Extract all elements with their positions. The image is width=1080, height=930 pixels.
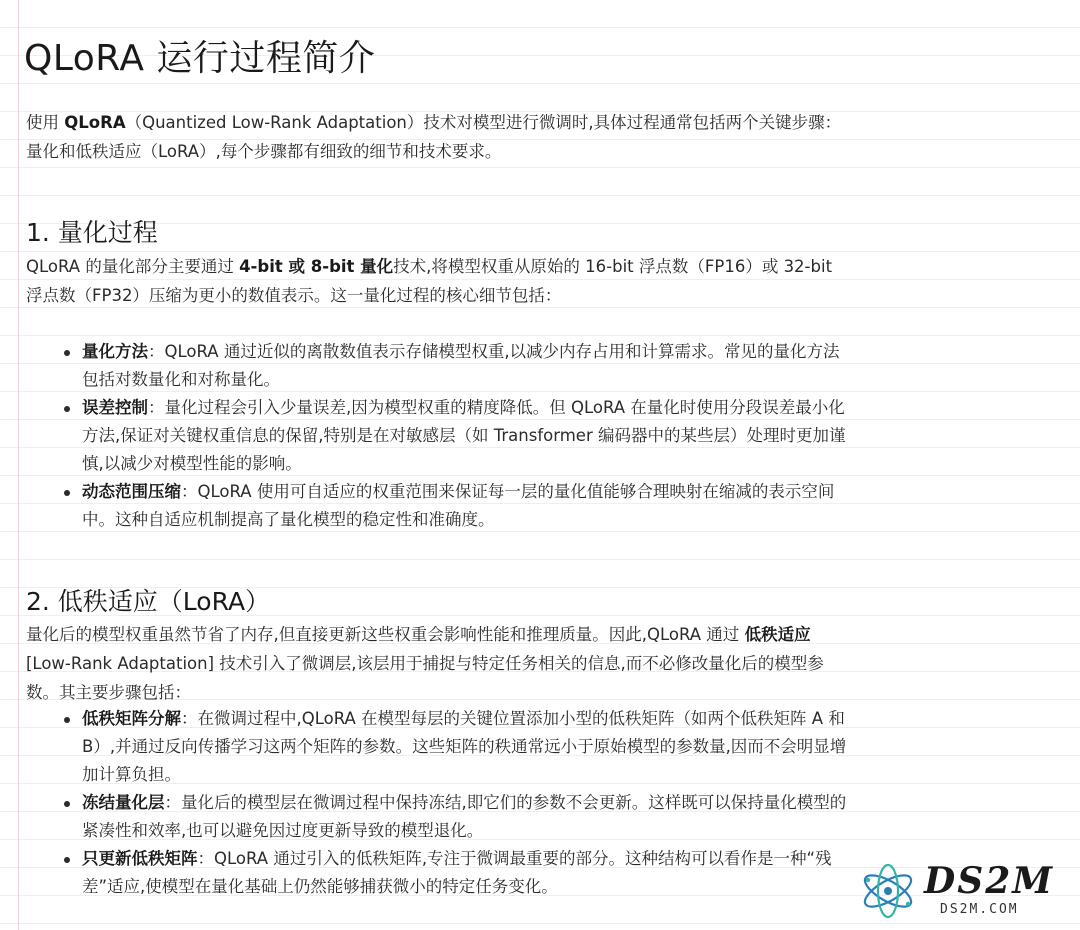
section1-paragraph — [26, 252, 846, 310]
list-item — [60, 338, 850, 394]
notebook-margin-line — [18, 0, 19, 930]
list-item — [60, 478, 850, 534]
list-item-text: ：量化过程会引入少量误差,因为模型权重的精度降低。但 QLoRA 在量化时使用分段误差最小化方法,保证对关键权重信息的保留,特别是在对敏感层（如 Transformer 编码器中的某些层）处理时更加谨慎,以减少对模型性能的影响。 — [82, 398, 846, 473]
section1-heading: 1. 量化过程 — [26, 218, 158, 247]
list-item-term: 低秩矩阵分解 — [82, 709, 181, 728]
list-item — [60, 789, 850, 845]
list-item — [60, 394, 850, 478]
list-item — [60, 845, 850, 901]
intro-bold-qlora: QLoRA — [64, 113, 126, 132]
section1-bold-quantization: 4-bit 或 8-bit 量化 — [239, 257, 394, 276]
page-title: QLoRA 运行过程简介 — [24, 38, 376, 79]
list-item-text: ：QLoRA 使用可自适应的权重范围来保证每一层的量化值能够合理映射在缩减的表示空间中。这种自适应机制提高了量化模型的稳定性和准确度。 — [82, 482, 835, 529]
section2-heading: 2. 低秩适应（LoRA） — [26, 587, 271, 616]
watermark-name: DS2M — [924, 860, 1055, 902]
section1-text-1: QLoRA 的量化部分主要通过 — [26, 257, 240, 276]
intro-text-1: 使用 — [26, 113, 65, 132]
list-item-term: 误差控制 — [82, 398, 148, 417]
list-item-term: 动态范围压缩 — [82, 482, 181, 501]
list-item-term: 量化方法 — [82, 342, 148, 361]
section2-text-1: 量化后的模型权重虽然节省了内存,但直接更新这些权重会影响性能和推理质量。因此,QLoRA 通过 — [26, 625, 745, 644]
section2-list — [60, 705, 850, 901]
list-item-text: ：在微调过程中,QLoRA 在模型每层的关键位置添加小型的低秩矩阵（如两个低秩矩阵 A 和 B）,并通过反向传播学习这两个矩阵的参数。这些矩阵的秩通常远小于原始模型的参数量,因而不会明显增加计算负担。 — [82, 709, 847, 784]
section1-list — [60, 338, 850, 534]
intro-text-2: （Quantized Low-Rank Adaptation）技术对模型进行微调时,具体过程通常包括两个关键步骤：量化和低秩适应（LoRA）,每个步骤都有细致的细节和技术要求。 — [26, 113, 842, 161]
list-item-text: ：QLoRA 通过近似的离散数值表示存储模型权重,以减少内存占用和计算需求。常见的量化方法包括对数量化和对称量化。 — [82, 342, 840, 389]
section2-text-2: [Low-Rank Adaptation] 技术引入了微调层,该层用于捕捉与特定任务相关的信息,而不必修改量化后的模型参数。其主要步骤包括： — [26, 654, 824, 702]
list-item-text: ：QLoRA 通过引入的低秩矩阵,专注于微调最重要的部分。这种结构可以看作是一种“残差”适应,使模型在量化基础上仍然能够捕获微小的特定任务变化。 — [82, 849, 832, 896]
intro-paragraph — [26, 108, 846, 166]
list-item — [60, 705, 850, 789]
watermark-url: DS2M.COM — [940, 902, 1019, 917]
list-item-text: ：量化后的模型层在微调过程中保持冻结,即它们的参数不会更新。这样既可以保持量化模型的紧凑性和效率,也可以避免因过度更新导致的模型退化。 — [82, 793, 847, 840]
section1-text-2: 技术,将模型权重从原始的 16-bit 浮点数（FP16）或 32-bit 浮点数（FP32）压缩为更小的数值表示。这一量化过程的核心细节包括： — [26, 257, 833, 305]
list-item-term: 只更新低秩矩阵 — [82, 849, 198, 868]
section2-paragraph — [26, 620, 846, 707]
section2-bold-lora: 低秩适应 — [744, 625, 811, 644]
list-item-term: 冻结量化层 — [82, 793, 165, 812]
watermark-logo — [856, 860, 1070, 922]
atom-logo-icon — [856, 860, 920, 922]
